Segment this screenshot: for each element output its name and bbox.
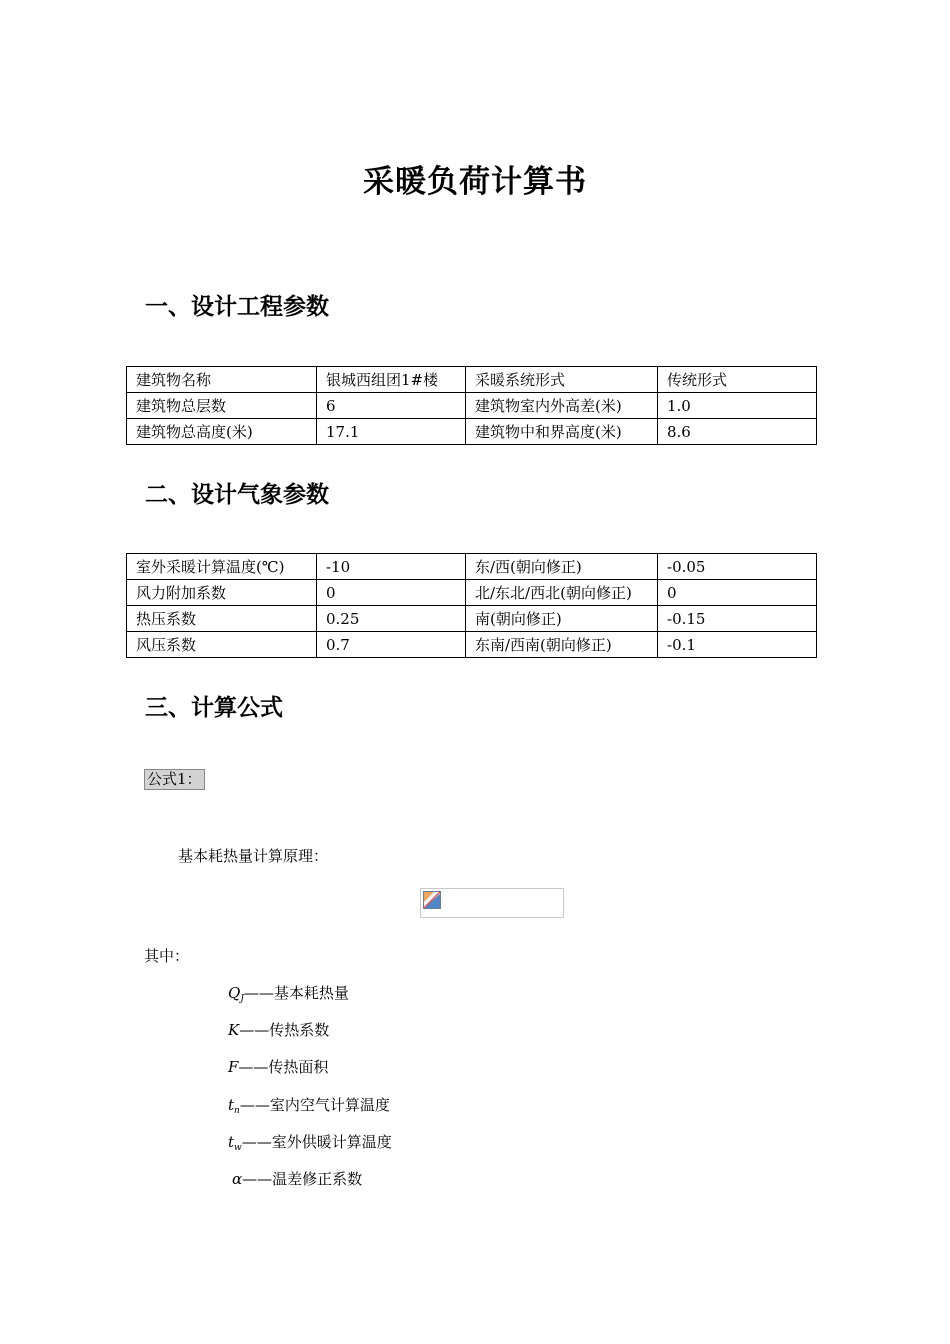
symbol: K: [228, 1021, 240, 1039]
table-cell: -0.15: [658, 606, 817, 632]
principle-text: 基本耗热量计算原理：: [178, 847, 329, 865]
table-cell: 17.1: [317, 419, 466, 445]
table-cell: 建筑物室内外高差(米): [466, 393, 658, 419]
section-heading-project-params: 一、设计工程参数: [145, 294, 329, 320]
definition-item: [232, 1168, 362, 1190]
table-cell: 0: [317, 580, 466, 606]
symbol-subscript: w: [234, 1143, 242, 1153]
definition-text: ——传热面积: [238, 1058, 329, 1076]
table-cell: 1.0: [658, 393, 817, 419]
table-cell: 6: [317, 393, 466, 419]
section-heading-formulas: 三、计算公式: [145, 695, 283, 721]
table-cell: 银城西组团1#楼: [317, 367, 466, 393]
table-cell: 东南/西南(朝向修正): [466, 632, 658, 658]
symbol-subscript: n: [234, 1106, 240, 1116]
table-cell: 8.6: [658, 419, 817, 445]
table-cell: 0.25: [317, 606, 466, 632]
definition-text: ——传热系数: [239, 1021, 330, 1039]
weather-params-table: [126, 553, 817, 658]
table-cell: 0.7: [317, 632, 466, 658]
broken-image-icon: [423, 891, 441, 909]
definition-text: ——室外供暖计算温度: [241, 1133, 392, 1151]
table-row: [127, 580, 817, 606]
definition-text: ——温差修正系数: [242, 1170, 363, 1188]
symbol: F: [228, 1058, 239, 1076]
table-cell: 采暖系统形式: [466, 367, 658, 393]
table-cell: -0.1: [658, 632, 817, 658]
table-cell: 传统形式: [658, 367, 817, 393]
table-row: [127, 606, 817, 632]
table-row: [127, 632, 817, 658]
table-cell: -0.05: [658, 554, 817, 580]
table-cell: 室外采暖计算温度(℃): [127, 554, 317, 580]
table-cell: 东/西(朝向修正): [466, 554, 658, 580]
formula-image: [420, 888, 564, 918]
formula-tag: 公式1：: [144, 769, 205, 790]
symbol-subscript: J: [240, 994, 244, 1004]
table-cell: 北/东北/西北(朝向修正): [466, 580, 658, 606]
table-cell: 风力附加系数: [127, 580, 317, 606]
table-cell: 建筑物总层数: [127, 393, 317, 419]
table-row: [127, 554, 817, 580]
definition-item: [228, 1094, 390, 1116]
definition-item: [228, 1019, 329, 1041]
table-cell: 建筑物名称: [127, 367, 317, 393]
definition-item: [228, 1056, 328, 1078]
symbol: t: [228, 1133, 235, 1151]
section-heading-weather-params: 二、设计气象参数: [145, 482, 329, 508]
table-cell: 风压系数: [127, 632, 317, 658]
symbol: t: [228, 1096, 235, 1114]
table-cell: -10: [317, 554, 466, 580]
table-cell: 南(朝向修正): [466, 606, 658, 632]
definition-text: ——室内空气计算温度: [239, 1096, 390, 1114]
table-cell: 建筑物中和界高度(米): [466, 419, 658, 445]
definition-item: [228, 982, 349, 1004]
project-params-table: [126, 366, 817, 445]
table-cell: 0: [658, 580, 817, 606]
table-cell: 热压系数: [127, 606, 317, 632]
table-row: [127, 367, 817, 393]
definition-text: ——基本耗热量: [243, 984, 349, 1002]
document-title: 采暖负荷计算书: [363, 164, 587, 200]
where-label: 其中：: [144, 947, 190, 965]
definition-item: [228, 1131, 392, 1153]
symbol: Q: [228, 984, 241, 1002]
table-row: [127, 393, 817, 419]
table-row: [127, 419, 817, 445]
table-cell: 建筑物总高度(米): [127, 419, 317, 445]
symbol: α: [232, 1170, 243, 1188]
